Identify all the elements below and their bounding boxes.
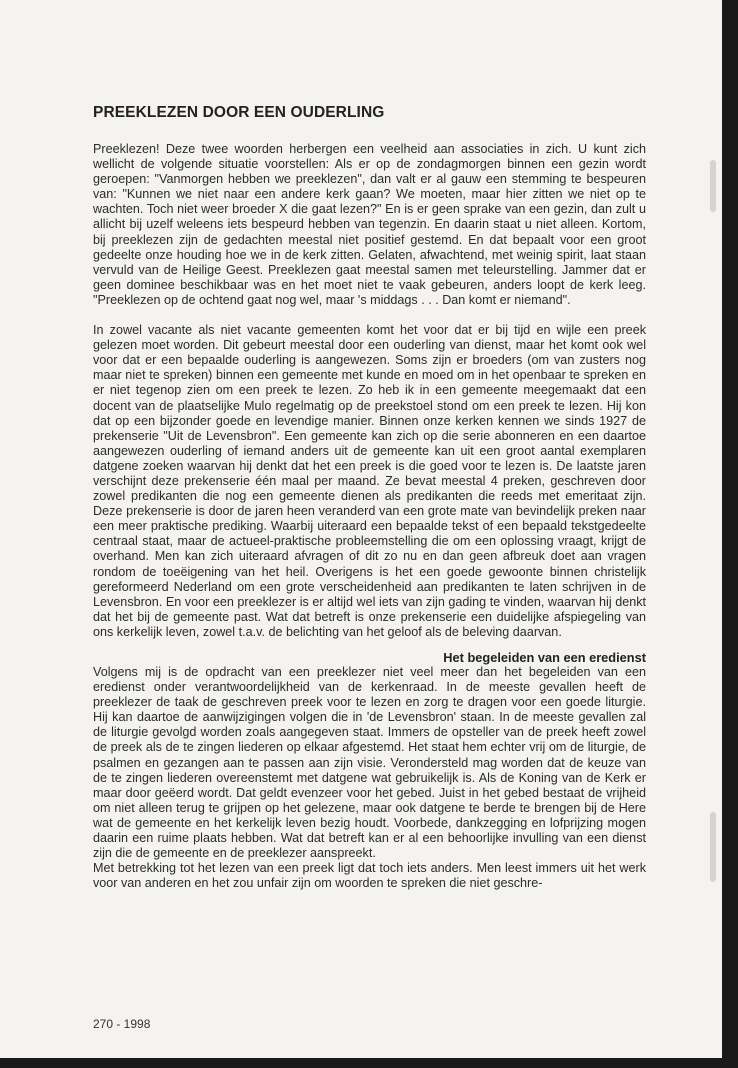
binding-mark-top [710, 160, 716, 212]
paragraph-eredienst: Volgens mij is de opdracht van een preeklezer niet veel meer dan het begeleiden van een eredienst onder verantwoordelijkheid van de kerkenraad. In de meeste gevallen heeft de preeklezer de taak de geschreven preek voor te lezen en zorg te dragen voor een goede liturgie. Hij kan daartoe de aanwijzigingen volgen die in 'de Levensbron' staan. In de meeste gevallen zal de liturgie gevolgd worden zoals aangegeven staat. Immers de opsteller van de preek heeft zowel de preek als de te zingen liederen op elkaar afgestemd. Het staat hem echter vrij om de liturgie, de psalmen en gezangen aan te passen aan zijn visie. Verondersteld mag worden dat de keuze van de te zingen liederen overeenstemt met datgene wat gebruikelijk is. Als de Koning van de Kerk er maar door geëerd wordt. Dat geldt evenzeer voor het gebed. Juist in het gebed bestaat de vrijheid om niet alleen terug te grijpen op het gelezene, maar ook datgene te berde te brengen bij de Here wat de gemeente en het kerkelijk leven bezig houdt. Voorbede, dankzegging en lofprijzing mogen daarin een ruime plaats hebben. Wat dat betreft kan er al een behoorlijke invulling van een dienst zijn die de gemeente en de preeklezer aanspreekt. [93, 665, 646, 861]
paragraph-lezen: Met betrekking tot het lezen van een preek ligt dat toch iets anders. Men leest immers uit het werk voor van anderen en het zou unfair zijn om woorden te spreken die niet geschre- [93, 861, 646, 891]
paragraph-levensbron: In zowel vacante als niet vacante gemeenten komt het voor dat er bij tijd en wijle een preek gelezen moet worden. Dit gebeurt meestal door een ouderling van dienst, maar het komt ook wel voor dat er een bepaalde ouderling is aangewezen. Soms zijn er broeders (om van zusters nog maar niet te spreken) binnen een gemeente met kunde en moed om in het openbaar te spreken en er niet tegenop zien om een preek te lezen. Zo heb ik in een gemeente meegemaakt dat een docent van de plaatselijke Mulo regelmatig op de preekstoel stond om een preek te lezen. Hij kon dat op een bijzonder goede en levendige manier. Binnen onze kerken kennen we sinds 1927 de prekenserie "Uit de Levensbron". Een gemeente kan zich op die serie abonneren en een daartoe aangewezen ouderling of iemand anders uit de gemeente kan uit een groot aantal exemplaren datgene zoeken waarvan hij denkt dat het een preek is die goed voor te lezen is. De laatste jaren verschijnt deze prekenserie één maal per maand. Ze bevat meestal 4 preken, geschreven door zowel predikanten die nog een gemeente dienen als predikanten die reeds met emeritaat zijn. Deze prekenserie is door de jaren heen veranderd van een grote mate van bevindelijk preken naar een meer praktische prediking. Waarbij uiteraard een bepaalde tekst of een bepaald tekstgedeelte centraal staat, maar de actueel-praktische probleemstelling die om een oplossing vraagt, krijgt de overhand. Men kan zich uiteraard afvragen of dit zo nu en dan geen afbreuk doet aan vragen rondom de toeëigening van het heil. Overigens is het een goede gewoonte binnen christelijk gereformeerd Nederland om een grote verscheidenheid aan predikanten te laten schrijven in de Levensbron. En voor een preeklezer is er altijd wel iets van zijn gading te vinden, waarvan hij denkt dat het bij de gemeente past. Wat dat betreft is onze prekenserie een duidelijke afspiegeling van ons kerkelijk leven, zowel t.a.v. de belichting van het geloof als de beleving daarvan. [93, 323, 646, 639]
section-subheading: Het begeleiden van een eredienst [443, 650, 646, 665]
article [93, 104, 646, 891]
binding-mark-bottom [710, 812, 716, 882]
page-footer: 270 - 1998 [93, 1017, 151, 1031]
paragraph-intro: Preeklezen! Deze twee woorden herbergen een veelheid aan associaties in zich. U kunt zich wellicht de volgende situatie voorstellen: Als er op de zondagmorgen binnen een gezin wordt geroepen: "Vanmorgen hebben we preeklezen", dan valt er al gauw een stemming te bespeuren van: "Kunnen we niet naar een andere kerk gaan? We moeten, maar hier zitten we niet op te wachten. Toch niet weer broeder X die gaat lezen?" En is er geen sprake van een gezin, dan zult u allicht bij uzelf weleens iets bespeurd hebben van tegenzin. En daarin staat u niet alleen. Kortom, bij preeklezen zijn de gedachten meestal niet positief gestemd. En dat bepaalt voor een groot gedeelte onze houding hoe we in de kerk zitten. Gelaten, afwachtend, met weinig spirit, laat staan vervuld van de Heilige Geest. Preeklezen gaat meestal samen met teleurstelling. Jammer dat er geen dominee beschikbaar was en het moet niet te vaak gebeuren, anders loopt de kerk leeg. "Preeklezen op de ochtend gaat nog wel, maar 's middags . . . Dan komt er niemand". [93, 142, 646, 307]
article-heading: PREEKLEZEN DOOR EEN OUDERLING [93, 104, 385, 121]
